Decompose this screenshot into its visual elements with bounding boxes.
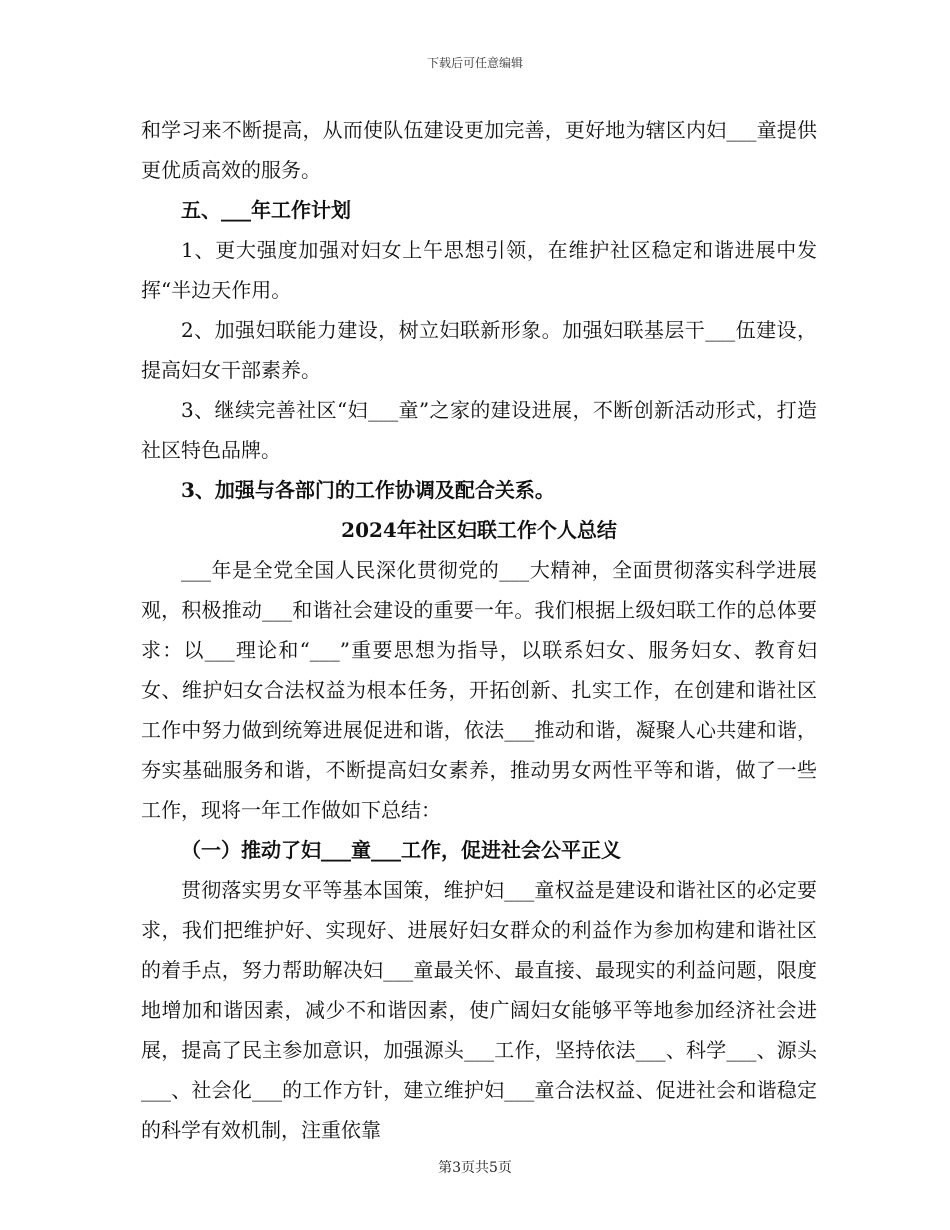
document-body bbox=[141, 110, 817, 1150]
plan-item-3: 3、继续完善社区“妇___童”之家的建设进展，不断创新活动形式，打造社区特色品牌。 bbox=[141, 398, 817, 462]
subsection-1-paragraph: 贯彻落实男女平等基本国策，维护妇___童权益是建设和谐社区的必定要求，我们把维护好、实现好、进展好妇女群众的利益作为参加构建和谐社区的着手点，努力帮助解决妇___童最关怀、最直接、最现实的利益问题，限度地增加和谐因素，减少不和谐因素，使广阔妇女能够平等地参加经济社会进展，提高了民主参加意识，加强源头___工作，坚持依法___、科学___、源头___、社会化___的工作方针，建立维护妇___童合法权益、促进社会和谐稳定的科学有效机制，注重依靠 bbox=[141, 878, 817, 1142]
plan-item-1: 1、更大强度加强对妇女上午思想引领，在维护社区稳定和谐进展中发挥“半边天作用。 bbox=[141, 238, 817, 302]
section-heading-plan: 五、___年工作计划 bbox=[181, 198, 351, 222]
plan-item-4: 3、加强与各部门的工作协调及配合关系。 bbox=[181, 478, 555, 502]
plan-item-2: 2、加强妇联能力建设，树立妇联新形象。加强妇联基层干___伍建设，提高妇女干部素养。 bbox=[141, 318, 817, 382]
intro-paragraph: ___年是全党全国人民深化贯彻党的___大精神，全面贯彻落实科学进展观，积极推动___和谐社会建设的重要一年。我们根据上级妇联工作的总体要求：以___理论和“___”重要思想为指导，以联系妇女、服务妇女、教育妇女、维护妇女合法权益为根本任务，开拓创新、扎实工作，在创建和谐社区工作中努力做到统筹进展促进和谐，依法___推动和谐，凝聚人心共建和谐，夯实基础服务和谐，不断提高妇女素养，推动男女两性平等和谐，做了一些工作，现将一年工作做如下总结： bbox=[141, 558, 817, 822]
paragraph-continuation: 和学习来不断提高，从而使队伍建设更加完善，更好地为辖区内妇___童提供更优质高效的服务。 bbox=[141, 118, 817, 182]
page-footer: 第3页共5页 bbox=[438, 1160, 512, 1176]
page-header: 下载后可任意编辑 bbox=[426, 56, 523, 70]
subsection-heading-1: （一）推动了妇___童___工作，促进社会公平正义 bbox=[181, 838, 621, 862]
document-title: 2024年社区妇联工作个人总结 bbox=[341, 518, 617, 542]
